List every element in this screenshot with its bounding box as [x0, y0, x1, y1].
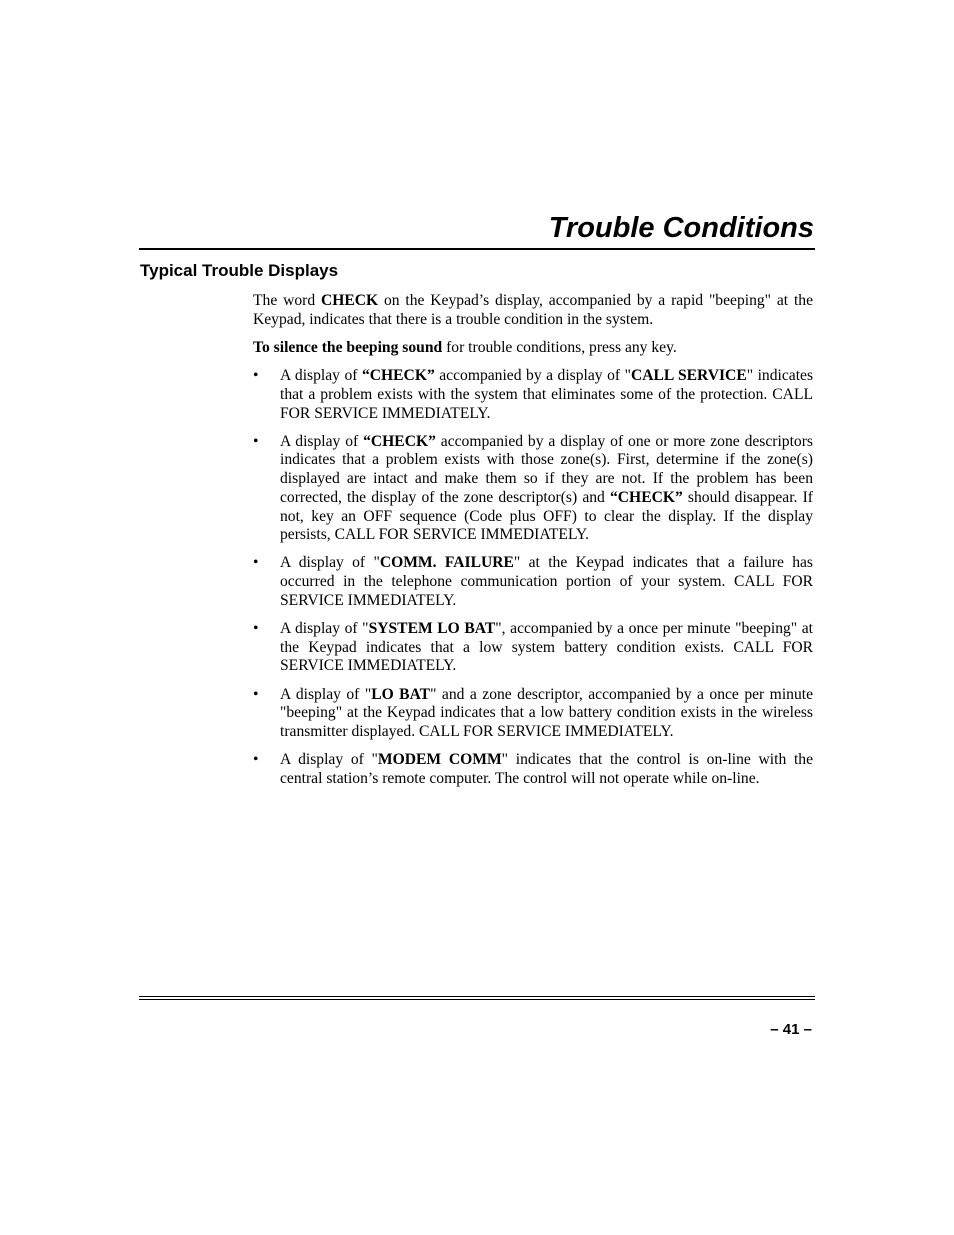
footer-rule [139, 999, 815, 1000]
text-run: " at the Keypad indicates that a failure has occurred in the telephone communication portion of your system. CALL FOR SERVICE IMMEDIATELY. [280, 554, 813, 609]
text-run: A display of " [280, 620, 369, 638]
text-run: ", accompanied by a once per minute "beeping" at the Keypad indicates that a low system battery condition exists. CALL FOR SERVICE IMMEDIATELY. [280, 620, 814, 675]
list-item [253, 686, 813, 742]
bold-run: “CHECK” [610, 488, 683, 506]
bold-run: CALL SERVICE [630, 367, 747, 385]
text-run: A display of " [280, 751, 378, 769]
silence-paragraph [253, 339, 813, 358]
text-run: accompanied by a display of " [434, 367, 631, 385]
text-run: A display of " [280, 554, 380, 572]
section-heading: Typical Trouble Displays [140, 261, 339, 280]
bullet-icon: • [253, 554, 259, 572]
text-run: " indicates that a problem exists with the system that eliminates some of the protection. CALL FOR SERVICE IMMEDIATELY. [280, 367, 814, 422]
bold-run: CHECK [320, 292, 379, 309]
bullet-icon: • [253, 751, 259, 769]
footer-rule [139, 996, 815, 997]
list-item [253, 554, 813, 610]
text-run: accompanied by a display of one or more zone descriptors indicates that a problem exists with those zone(s). First, determine if the zone(s) displayed are intact and make them so if they are not. If the problem has been corrected, the display of the zone descriptor(s) and [280, 432, 813, 506]
text-run: " indicates that the control is on-line with the central station’s remote computer. The control will not operate while on-line. [280, 751, 814, 787]
list-item [253, 620, 813, 676]
list-item [253, 367, 813, 423]
text-run: The word [253, 292, 321, 309]
bold-run: “CHECK” [361, 367, 435, 385]
bold-run: LO BAT [371, 685, 431, 703]
text-run: for trouble conditions, press any key. [442, 338, 677, 356]
text-run: " and a zone descriptor, accompanied by a once per minute "beeping" at the Keypad indicates that a low battery condition exists in the wireless transmitter displayed. CALL FOR SERVICE IMMEDIATELY. [280, 685, 813, 741]
bold-run: MODEM COMM [377, 751, 502, 769]
bullet-icon: • [253, 367, 259, 385]
text-run: A display of " [280, 685, 372, 703]
bold-run: To silence the beeping sound [253, 338, 443, 356]
page-number: – 41 – [770, 1021, 812, 1038]
bold-run: SYSTEM LO BAT [368, 620, 496, 638]
text-run: A display of [280, 432, 364, 450]
bullet-icon: • [253, 432, 259, 450]
trouble-list [253, 367, 813, 789]
list-item [253, 433, 813, 545]
title-rule [139, 248, 815, 250]
intro-paragraph [253, 292, 813, 329]
bold-run: “CHECK” [363, 432, 436, 450]
bullet-icon: • [253, 685, 259, 703]
text-run: should disappear. If not, key an OFF sequence (Code plus OFF) to clear the display. If the display persists, CALL FOR SERVICE IMMEDIATELY. [280, 488, 813, 544]
page-title: Trouble Conditions [548, 212, 814, 244]
bullet-icon: • [253, 620, 259, 638]
list-item [253, 751, 813, 788]
body-text [253, 292, 813, 798]
text-run: A display of [280, 367, 362, 385]
text-run: on the Keypad’s display, accompanied by a rapid "beeping" at the Keypad, indicates that there is a trouble condition in the system. [253, 292, 814, 328]
bold-run: COMM. FAILURE [379, 554, 514, 572]
